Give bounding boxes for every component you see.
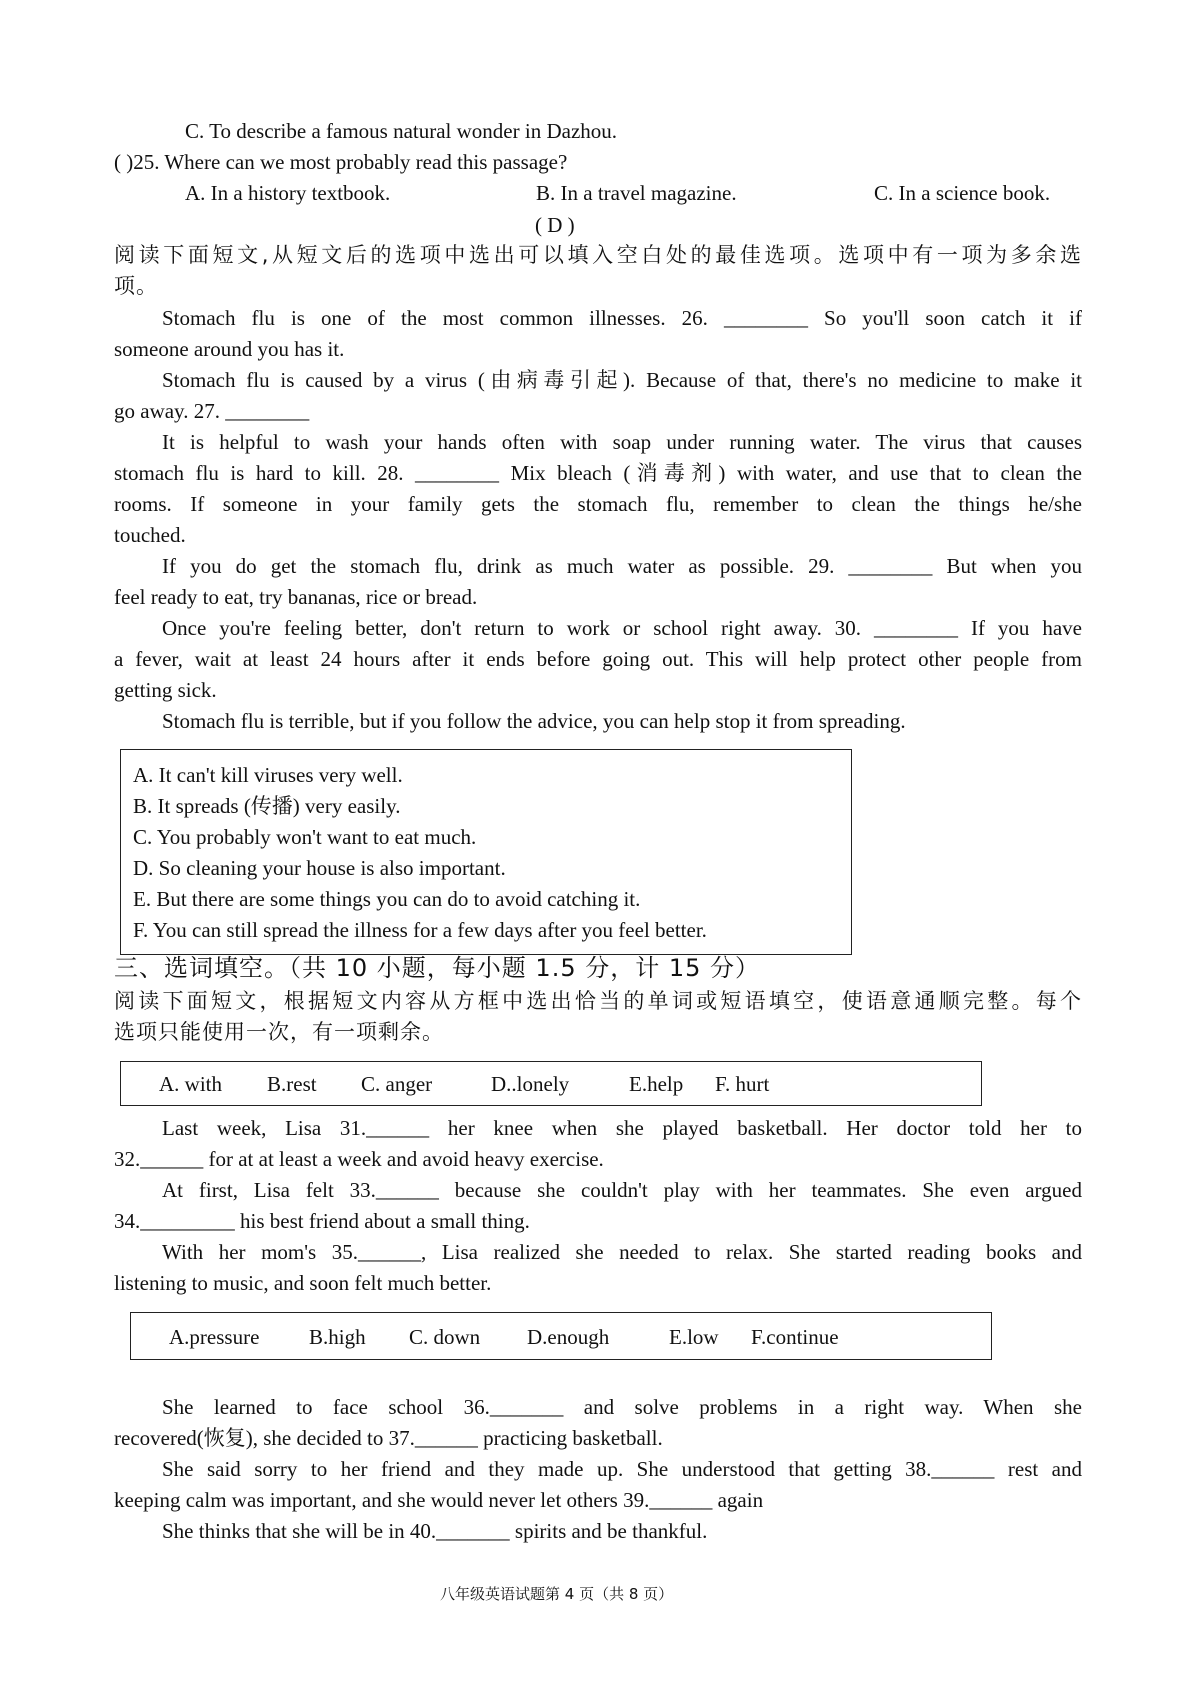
word-option: E.low <box>669 1325 719 1349</box>
q25-option-b: B. In a travel magazine. <box>536 181 737 205</box>
section-three-instruction-cont: 选项只能使用一次，有一项剩余。 <box>114 1020 444 1044</box>
passage-a-line: Stomach flu is terrible, but if you follow the advice, you can help stop it from spreading. <box>162 709 906 733</box>
word-option: C. anger <box>361 1072 433 1096</box>
passage-a-line: If you do get the stomach flu, drink as much water as possible. 29. ________ But when you <box>162 554 1082 578</box>
q25-stem: ( )25. Where can we most probably read this passage? <box>114 150 568 174</box>
passage-b-line: keeping calm was important, and she would never let others 39.______ again <box>114 1488 764 1512</box>
option-item: A. It can't kill viruses very well. <box>133 763 403 787</box>
section-a-instruction-cont: 项。 <box>114 274 158 298</box>
passage-a-line: touched. <box>114 523 186 547</box>
passage-a-line: It is helpful to wash your hands often with soap under running water. The virus that causes <box>162 430 1082 454</box>
passage-a-line: Once you're feeling better, don't return to work or school right away. 30. ________ If you have <box>162 616 1082 640</box>
word-option: D.enough <box>527 1325 610 1349</box>
option-item: C. You probably won't want to eat much. <box>133 825 477 849</box>
option-item: D. So cleaning your house is also important. <box>133 856 506 880</box>
passage-a-line: Stomach flu is one of the most common illnesses. 26. ________ So you'll soon catch it if <box>162 306 1082 330</box>
options-box-a <box>120 749 852 955</box>
section-three-heading: 三、选词填空。（共 10 小题，每小题 1.5 分，计 15 分） <box>114 954 761 982</box>
passage-a-line: getting sick. <box>114 678 217 702</box>
q25-option-c: C. In a science book. <box>874 181 1051 205</box>
section-a-instruction: 阅读下面短文,从短文后的选项中选出可以填入空白处的最佳选项。选项中有一项为多余选 <box>114 243 1082 267</box>
word-option: D..lonely <box>491 1072 570 1096</box>
option-item: E. But there are some things you can do to avoid catching it. <box>133 887 641 911</box>
q25-answer: ( D ) <box>535 213 575 237</box>
passage-b-line: recovered(恢复), she decided to 37.______ practicing basketball. <box>114 1426 663 1450</box>
word-option: F. hurt <box>715 1072 770 1096</box>
word-box-1 <box>120 1061 982 1106</box>
section-three-instruction: 阅读下面短文，根据短文内容从方框中选出恰当的单词或短语填空，使语意通顺完整。每个 <box>114 989 1082 1013</box>
word-option: B.high <box>309 1325 366 1349</box>
page-footer: 八年级英语试题第 4 页（共 8 页） <box>440 1585 674 1603</box>
option-item: B. It spreads (传播) very easily. <box>133 794 401 818</box>
passage-a-line: go away. 27. ________ <box>114 399 310 423</box>
word-option: B.rest <box>267 1072 317 1096</box>
passage-b-line: With her mom's 35.______, Lisa realized she needed to relax. She started reading books and <box>162 1240 1082 1264</box>
option-item: F. You can still spread the illness for a few days after you feel better. <box>133 918 707 942</box>
passage-b-line: listening to music, and soon felt much better. <box>114 1271 492 1295</box>
passage-b-line: She learned to face school 36._______ and solve problems in a right way. When she <box>162 1395 1082 1419</box>
passage-a-line: someone around you has it. <box>114 337 345 361</box>
q24-option-c: C. To describe a famous natural wonder in Dazhou. <box>185 119 618 143</box>
passage-a-line: rooms. If someone in your family gets the stomach flu, remember to clean the things he/she <box>114 492 1082 516</box>
passage-b-line: At first, Lisa felt 33.______ because she couldn't play with her teammates. She even argued <box>162 1178 1082 1202</box>
passage-a-line: feel ready to eat, try bananas, rice or bread. <box>114 585 478 609</box>
word-option: E.help <box>629 1072 684 1096</box>
word-option: A. with <box>159 1072 222 1096</box>
passage-b-line: 32.______ for at at least a week and avoid heavy exercise. <box>114 1147 604 1171</box>
passage-a-line: stomach flu is hard to kill. 28. ________ Mix bleach (消毒剂) with water, and use that to clean the <box>114 461 1082 485</box>
passage-b-line: 34._________ his best friend about a small thing. <box>114 1209 530 1233</box>
passage-a-line: a fever, wait at least 24 hours after it ends before going out. This will help protect other people from <box>114 647 1082 671</box>
word-option: C. down <box>409 1325 481 1349</box>
passage-a-line: Stomach flu is caused by a virus (由病毒引起). Because of that, there's no medicine to make it <box>162 368 1082 392</box>
q25-option-a: A. In a history textbook. <box>185 181 391 205</box>
word-option: F.continue <box>751 1325 839 1349</box>
word-option: A.pressure <box>169 1325 260 1349</box>
passage-b-line: She thinks that she will be in 40._______ spirits and be thankful. <box>162 1519 708 1543</box>
passage-b-line: Last week, Lisa 31.______ her knee when she played basketball. Her doctor told her to <box>162 1116 1082 1140</box>
word-box-2 <box>130 1312 992 1360</box>
passage-b-line: She said sorry to her friend and they made up. She understood that getting 38.______ rest and <box>162 1457 1082 1481</box>
